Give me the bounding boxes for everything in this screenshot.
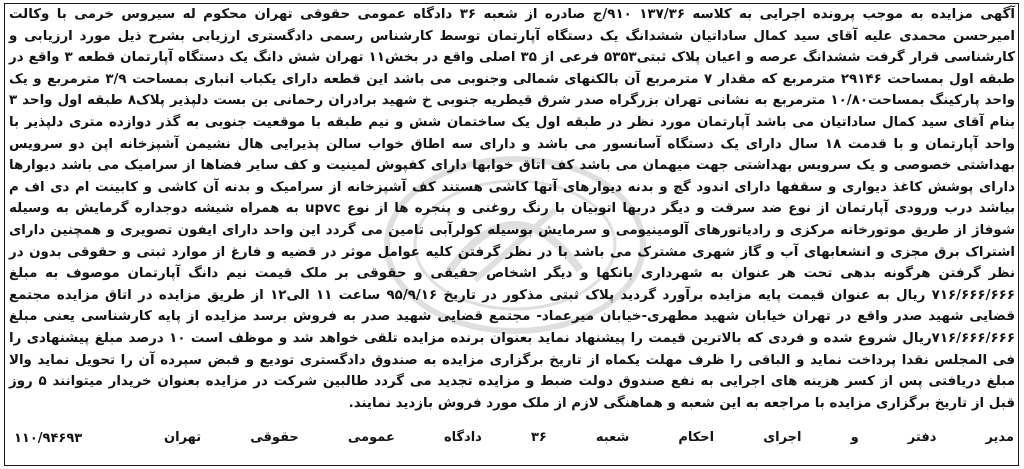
auction-notice-text: آگهی مزایده به موجب پرونده اجرایی به کلاسه ۱۳۷/۳۶ ۹۱۰/ج صادره از شعبه ۳۶ دادگاه عمومی حقوقی تهران محکوم له سیروس خرمی با وکالت امیرحسن محمدی علیه آقای سید کمال ساداتیان ششدانگ یک دستگاه آپارتمان توسط کارشناس رسمی دادگستری ارزیابی بشرح ذیل مورد ارزیابی و کارشناسی قرار گرفت ششدانگ عرصه و اعیان پلاک ثبتی۵۳۵۳ فرعی از ۳۵ اصلی واقع در بخش۱۱ تهران شش دانگ یک دستگاه آپارتمان قطعه ۳ واقع در طبقه اول بمساحت ۲۹۱۴۶ مترمربع که مقدار ۷ مترمربع آن بالکنهای شمالی وجنوبی می باشد این قطعه دارای یکباب انباری بمساحت ۳/۹ مترمربع و یک واحد پارکینگ بمساحت۱۰/۸۰ مترمربع به نشانی تهران بزرگراه صدر شرق قیطریه جنوبی خ شهید برادران رحمانی بن بست دلپذیر پلاک۸ طبقه اول واحد ۳ بنام آقای سید کمال ساداتیان می باشد آپارتمان مورد نظر در طبقه اول یک ساختمان شش و نیم طبقه با موقعیت جنوبی به گذر دوازده متری دلپذیر با واحد آپارتمان و با قدمت ۱۸ سال دارای یک دستگاه آسانسور می باشد و دارای سه اطاق خواب سالن پذیرایی هال نشیمن آشپزخانه اپن دو سرویس بهداشتی خصوصی و یک سرویس بهداشتی جهت میهمان می باشد کف اتاق خوابها دارای کفپوش لمینیت و کف سایر فضاها از سرامیک می باشد دیوارها دارای پوشش کاغذ دیواری و سقفها دارای اندود گچ و بدنه دیوارهای آنها کاشی هستند کف آشپزخانه از سرامیک و بدنه آن کاشی و کابینت ام دی اف م بیاشد درب ورودی آپارتمان از نوع ضد سرقت و دیگر دربها اتوبیان با رنگ روغنی و پنجره ها از نوع upvc به همراه شیشه دوجداره گرمایش به وسیله شوفاژ از طریق موتورخانه مرکزی و رادیاتورهای آلومینیومی و سرمایش بوسیله کولرآبی تامین می گردد این واحد دارای ایفون تصویری و همچنین دارای اشتراک برق مجزی و انشعابهای آب و گاز شهری مشترک می باشد با در نظر گرفتن کلیه عوامل موثر در قضیه و فارغ از موارد ثبتی و حقوقی بدون در نظر گرفتن هرگونه بدهی تحت هر عنوان به شهرداری بانکها و دیگر اشخاص حقیقی و حقوقی بر ملک قیمت نیم دانگ آپارتمان موصوف به مبلغ ۷۱۶/۶۶۶/۶۶۶ ریال به عنوان قیمت پایه مزایده برآورد گردید پلاک ثبتی مذکور در تاریخ ۹۵/۹/۱۶ ساعت ۱۱ الی۱۲ از طریق مزایده در اتاق مزایده مجتمع قضایی شهید صدر واقع در تهران خیابان شهید مطهری-خیابان میرعماد- مجتمع قضایی شهید صدر به فروش برسد مزایده از پایه کارشناسی یعنی مبلغ ۷۱۶/۶۶۶/۶۶۶ریال شروع شده و فردی که بالاترین قیمت را پیشنهاد نماید بعنوان برنده مزایده تلقی خواهد شد و موظف است ۱۰ درصد مبلغ پیشنهادی را فی المجلس نقدا پرداخت نماید و الباقی را ظرف مهلت یکماه از تاریخ برگزاری مزایده به صندوق دادگستری تودیع و قبض سپرده آن را تحویل نماید والا مبلغ دریافتی پس از کسر هزینه های اجرایی به نفع صندوق دولت ضبط و مزایده تجدید می گردد طالبین شرکت در مزایده بعنوان خریدار میتوانند ۵ روز قبل از تاریخ برگزاری مزایده با مراجعه به این شعبه و هماهنگی لازم از ملک مورد فروش بازدید نمایند. (9, 7, 1016, 411)
signature-word: شعبه (595, 430, 630, 445)
signature-word: اجرای (763, 430, 802, 445)
signature-word: دادگاه (443, 430, 482, 445)
signature-word: و (850, 430, 859, 445)
auction-notice-body (9, 4, 1015, 414)
signature-word: عمومی (347, 430, 395, 445)
signature-word: تهران (164, 430, 202, 445)
signature-word: حقوقی (250, 430, 299, 445)
reference-number: ۱۱۰/۹۴۶۹۳ (14, 431, 83, 446)
signature-word: احکام (678, 430, 715, 445)
signature-word: دفتر (907, 430, 937, 445)
signature-block (14, 431, 1014, 445)
signature-word: ۳۶ (530, 430, 547, 445)
signature-word: مدیر (985, 430, 1014, 445)
signature-line (14, 431, 1014, 445)
